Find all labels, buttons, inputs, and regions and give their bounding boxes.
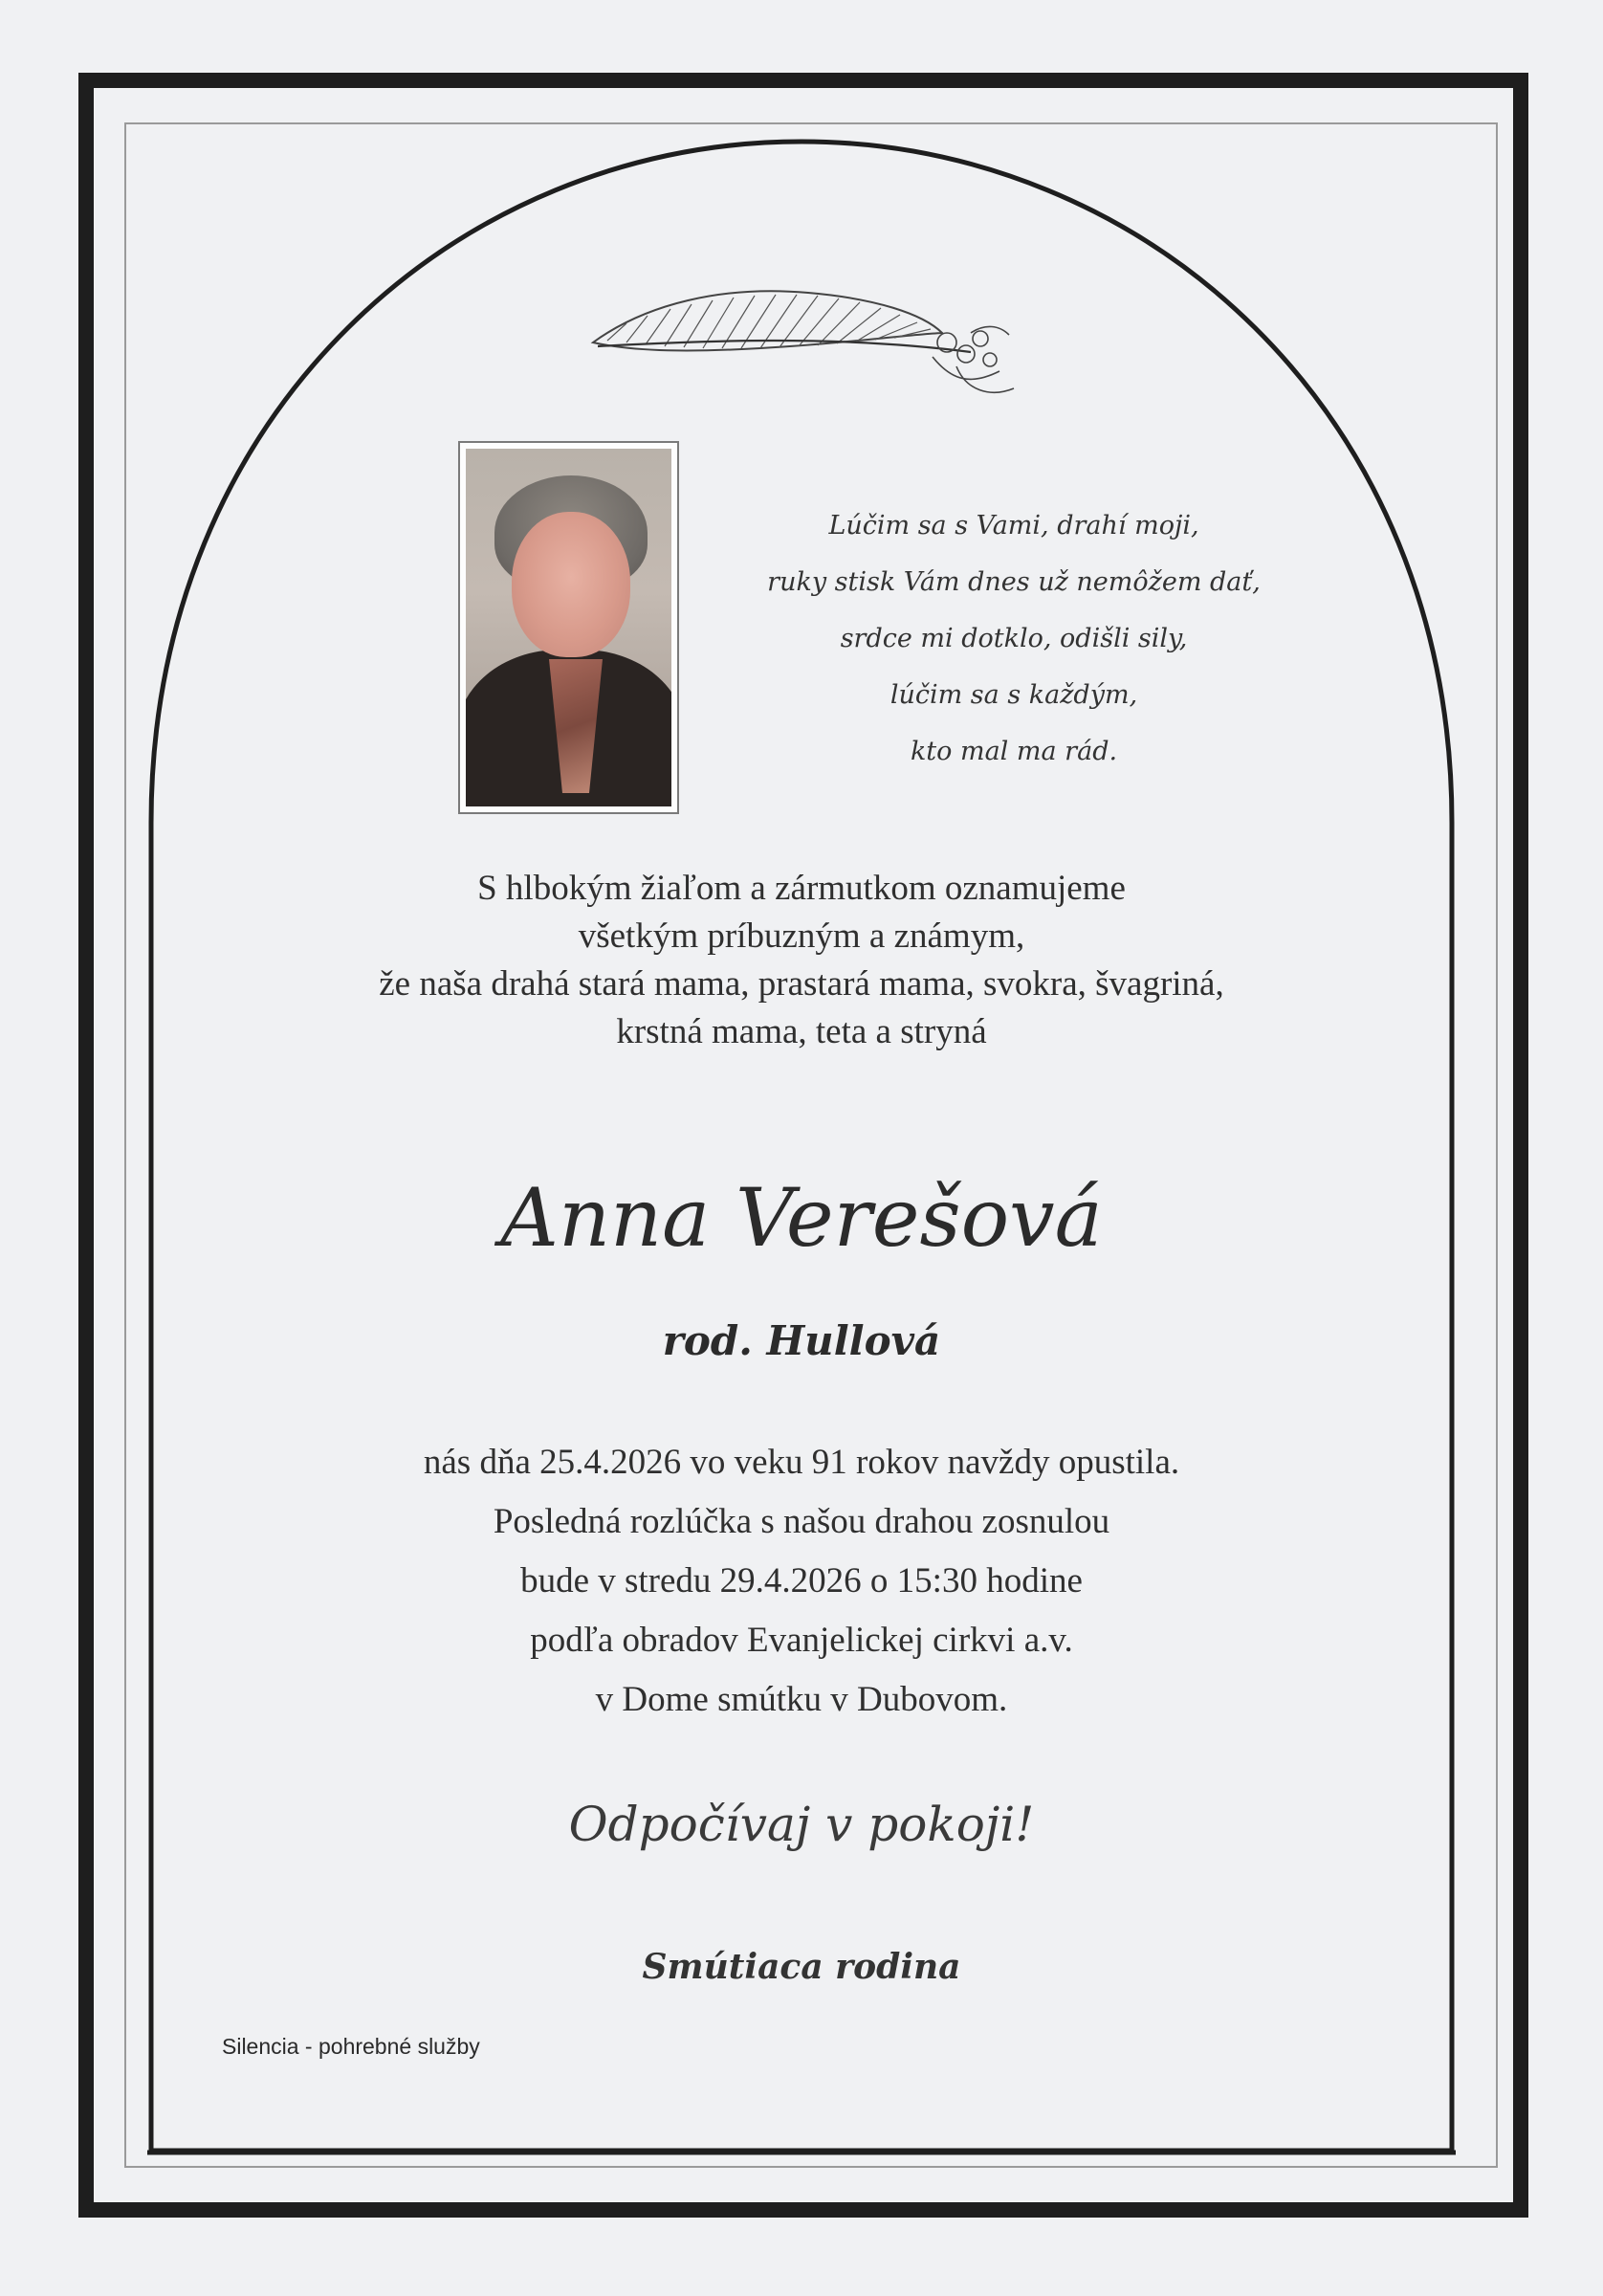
rest-in-peace: Odpočívaj v pokoji! — [568, 1797, 1035, 1852]
details-line: Posledná rozlúčka s našou drahou zosnulou — [493, 1502, 1110, 1541]
funeral-details — [228, 1433, 1375, 1730]
funeral-service-credit: Silencia - pohrebné služby — [222, 2034, 480, 2059]
deceased-name: Anna Verešová — [500, 1171, 1103, 1265]
announcement-line: krstná mama, teta a stryná — [616, 1012, 987, 1051]
details-line: v Dome smútku v Dubovom. — [595, 1680, 1008, 1719]
poem-line: kto mal ma rád. — [910, 737, 1118, 766]
poem-line: srdce mi dotklo, odišli sily, — [840, 624, 1188, 653]
feather-icon — [588, 266, 1023, 409]
portrait-photo — [458, 441, 679, 814]
details-line: nás dňa 25.4.2026 vo veku 91 rokov navždy opustila. — [423, 1443, 1180, 1482]
family-signature: Smútiaca rodina — [642, 1947, 961, 1987]
maiden-name: rod. Hullová — [662, 1317, 941, 1364]
announcement-line: že naša drahá stará mama, prastará mama, svokra, švagriná, — [379, 964, 1224, 1004]
poem-line: Lúčim sa s Vami, drahí moji, — [828, 511, 1199, 541]
announcement-text — [228, 865, 1375, 1056]
details-line: bude v stredu 29.4.2026 o 15:30 hodine — [520, 1561, 1083, 1601]
poem-line: ruky stisk Vám dnes už nemôžem dať, — [767, 567, 1261, 597]
details-line: podľa obradov Evanjelickej cirkvi a.v. — [530, 1621, 1073, 1660]
announcement-line: S hlbokým žiaľom a zármutkom oznamujeme — [477, 869, 1126, 908]
farewell-poem — [746, 497, 1282, 780]
announcement-line: všetkým príbuzným a známym, — [578, 916, 1025, 956]
poem-line: lúčim sa s každým, — [889, 680, 1138, 710]
